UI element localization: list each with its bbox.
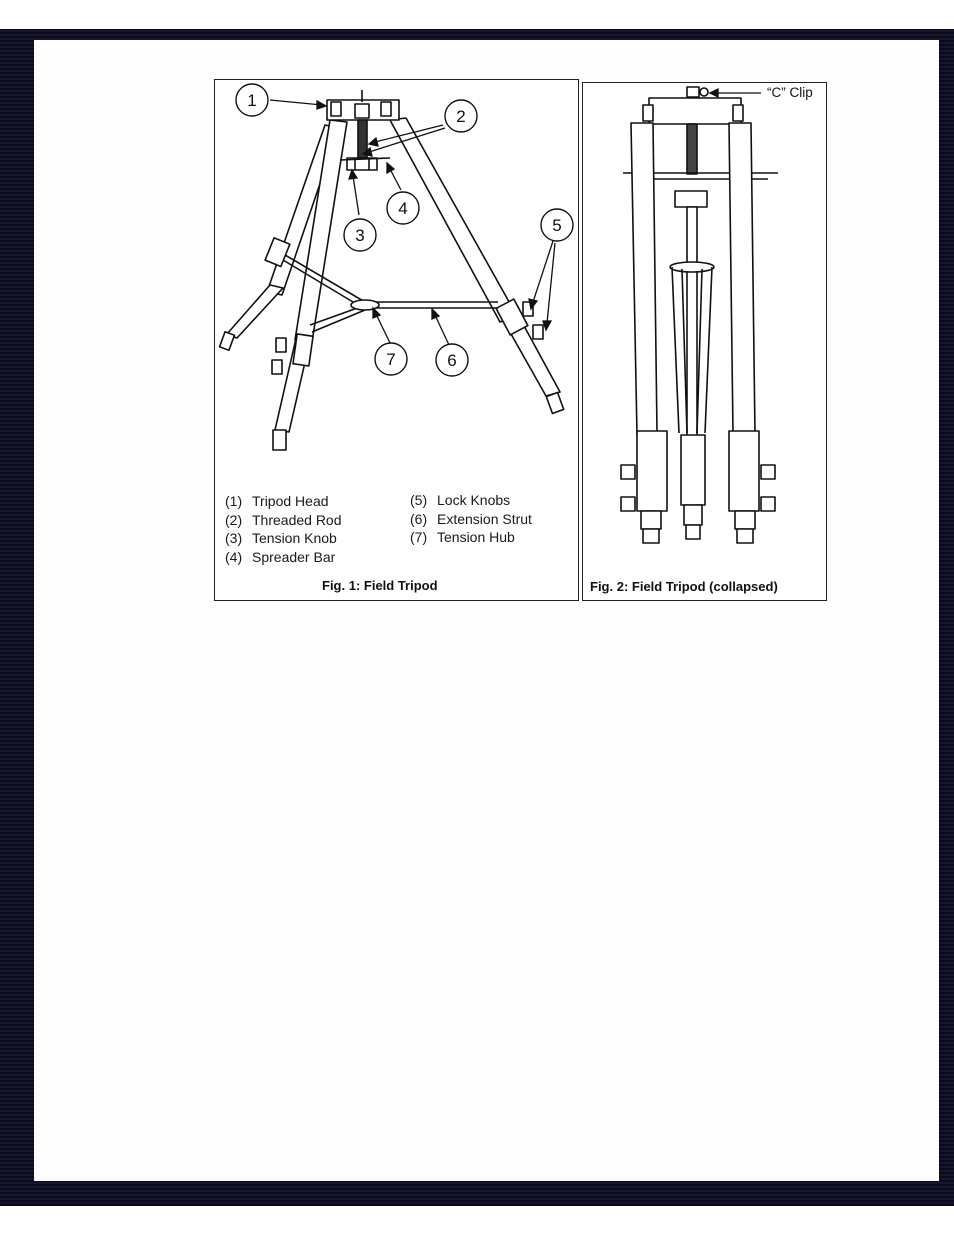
page [34, 40, 939, 1181]
tripod-leg-right [729, 123, 755, 435]
tripod-leg-left [631, 123, 657, 435]
callout-2-label: 2 [456, 107, 466, 126]
figure-field-tripod-collapsed [582, 82, 827, 601]
legend-item: (4) Spreader Bar [225, 548, 336, 565]
tension-hub [351, 300, 379, 310]
legend-item: (1) Tripod Head [225, 493, 329, 509]
legend-left [225, 492, 342, 566]
callout-4-label: 4 [398, 199, 408, 218]
tripod-head [327, 90, 399, 120]
tension-knob [675, 191, 707, 207]
legend-item: (5) Lock Knobs [410, 492, 511, 508]
tripod-leg-right [390, 118, 564, 414]
legend-item: (2) Threaded Rod [225, 511, 342, 528]
callout-5-label: 5 [552, 216, 562, 235]
tripod-head [649, 98, 741, 124]
c-clip [687, 87, 708, 97]
figure-field-tripod [214, 79, 579, 601]
legend-item: (7) Tension Hub [410, 529, 515, 545]
lock-knobs-front [272, 338, 286, 374]
figure-2-caption: Fig. 2: Field Tripod (collapsed) [590, 579, 778, 594]
c-clip-label: “C” Clip [767, 85, 813, 100]
callout-1-label: 1 [247, 91, 257, 110]
tension-hub [670, 262, 714, 272]
threaded-rod [687, 124, 697, 174]
callout-6-label: 6 [447, 351, 457, 370]
callout-3-label: 3 [355, 226, 365, 245]
legend-item: (3) Tension Knob [225, 530, 337, 546]
collapsed-tripod-illustration [583, 83, 825, 599]
callout-7-label: 7 [386, 350, 396, 369]
legend-right [410, 491, 532, 547]
figure-1-caption: Fig. 1: Field Tripod [322, 578, 438, 593]
tripod-leg-center [681, 435, 705, 505]
legend-item: (6) Extension Strut [410, 510, 532, 527]
